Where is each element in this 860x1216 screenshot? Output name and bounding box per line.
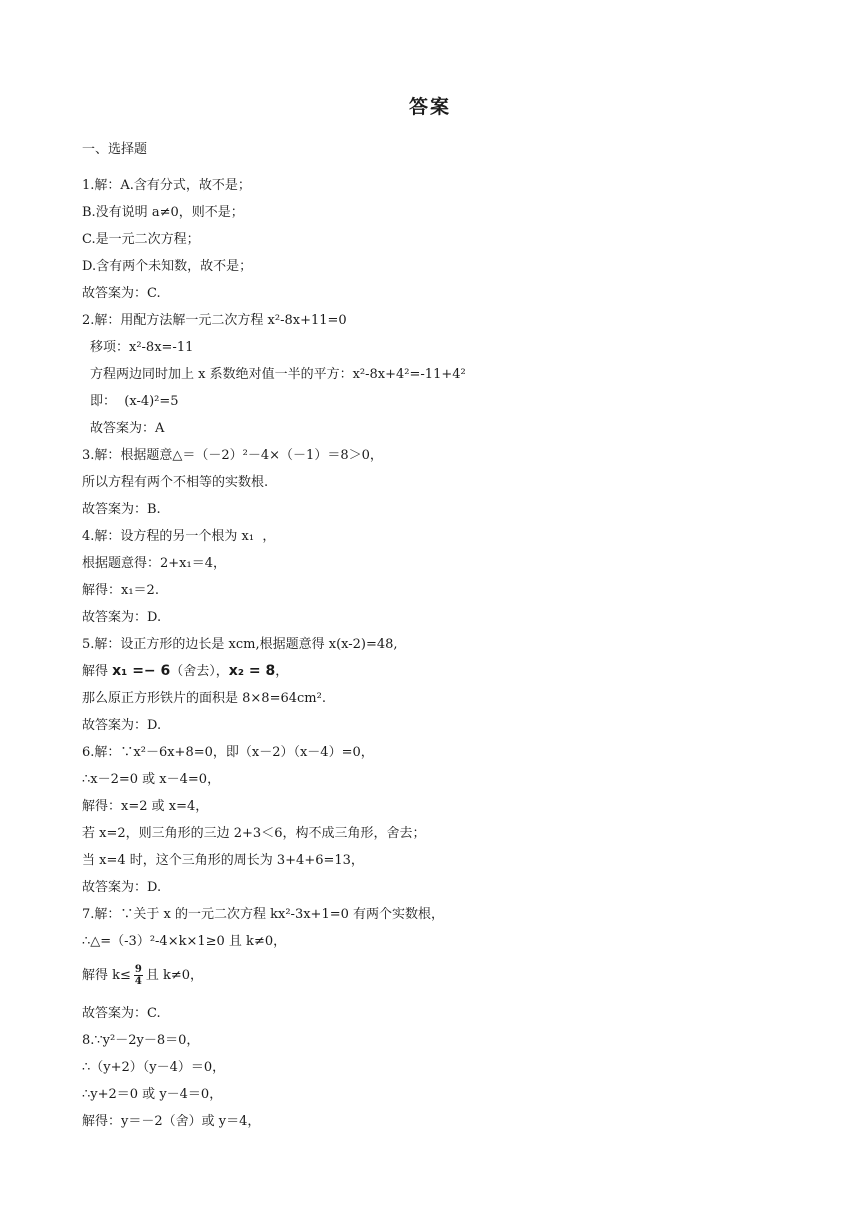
page-title: 答案 <box>408 96 451 118</box>
answer-line: 根据题意得：2+x₁＝4， <box>82 556 226 571</box>
answer-line-with-math <box>82 662 288 681</box>
answer-line: 2.解：用配方法解一元二次方程 x²-8x+11=0 <box>82 313 347 328</box>
answer-line: 解得：x=2 或 x=4， <box>82 799 209 814</box>
answer-line: 故答案为：D. <box>82 880 162 895</box>
fraction <box>134 964 143 987</box>
math-root-1: x₁ =− 6 <box>112 663 171 679</box>
answer-line: 那么原正方形铁片的面积是 8×8=64cm². <box>82 691 326 706</box>
answer-line: 1.解：A.含有分式，故不是； <box>82 178 251 193</box>
fraction-numerator: 9 <box>134 964 142 975</box>
answer-line: 故答案为：B. <box>82 502 161 517</box>
answer-line: 所以方程有两个不相等的实数根. <box>82 475 269 490</box>
answer-line: B.没有说明 a≠0，则不是； <box>82 205 244 220</box>
math-tail: 且 k≠0， <box>145 968 204 983</box>
answer-line: 移项：x²-8x=-11 <box>90 340 194 355</box>
answer-line: 当 x=4 时，这个三角形的周长为 3+4+6=13， <box>82 853 364 868</box>
answer-line: 6.解：∵x²－6x+8=0，即（x－2）（x－4）=0， <box>82 745 374 760</box>
answer-line: 故答案为：D. <box>82 718 162 733</box>
answer-line: 若 x=2，则三角形的三边 2+3＜6，构不成三角形，舍去； <box>82 826 426 841</box>
answer-line: ∴（y+2）（y－4）＝0， <box>82 1060 226 1075</box>
answer-line: 解得：y＝－2（舍）或 y＝4， <box>82 1114 261 1129</box>
answer-line: ∴△=（-3）²-4×k×1≥0 且 k≠0， <box>82 934 287 949</box>
answer-line: ∴y+2＝0 或 y－4＝0， <box>82 1087 223 1102</box>
answer-line: 5.解：设正方形的边长是 xcm,根据题意得 x(x-2)=48, <box>82 637 398 652</box>
answer-line: 故答案为：D. <box>82 610 162 625</box>
answer-line: 故答案为：C. <box>82 1006 161 1021</box>
math-punct: ， <box>275 664 289 679</box>
fraction-denominator: 4 <box>134 976 142 987</box>
answer-line: ∴x－2=0 或 x－4=0， <box>82 772 221 787</box>
answer-line: 故答案为：A <box>90 421 165 436</box>
answer-line: 7.解：∵关于 x 的一元二次方程 kx²-3x+1=0 有两个实数根， <box>82 907 445 922</box>
section-heading: 一、选择题 <box>82 142 148 157</box>
math-note: （舍去）， <box>170 664 229 679</box>
answer-line: 解得：x₁＝2. <box>82 583 159 598</box>
answer-line: C.是一元二次方程； <box>82 232 200 247</box>
answer-line: 即： (x-4)²=5 <box>90 394 179 409</box>
math-root-2: x₂ = 8 <box>228 663 276 679</box>
answer-line-with-math <box>82 964 203 987</box>
math-label: 解得 <box>82 664 109 679</box>
answer-line: D.含有两个未知数，故不是； <box>82 259 253 274</box>
math-label: 解得 k≤ <box>82 968 131 983</box>
answer-line: 4.解：设方程的另一个根为 x₁ ， <box>82 529 276 544</box>
answer-line: 方程两边同时加上 x 系数绝对值一半的平方：x²-8x+4²=-11+4² <box>90 367 466 382</box>
answer-line: 故答案为：C. <box>82 286 161 301</box>
answer-line: 3.解：根据题意△＝（－2）²－4×（－1）＝8＞0， <box>82 448 383 463</box>
answer-line: 8.∵y²－2y－8＝0， <box>82 1033 200 1048</box>
